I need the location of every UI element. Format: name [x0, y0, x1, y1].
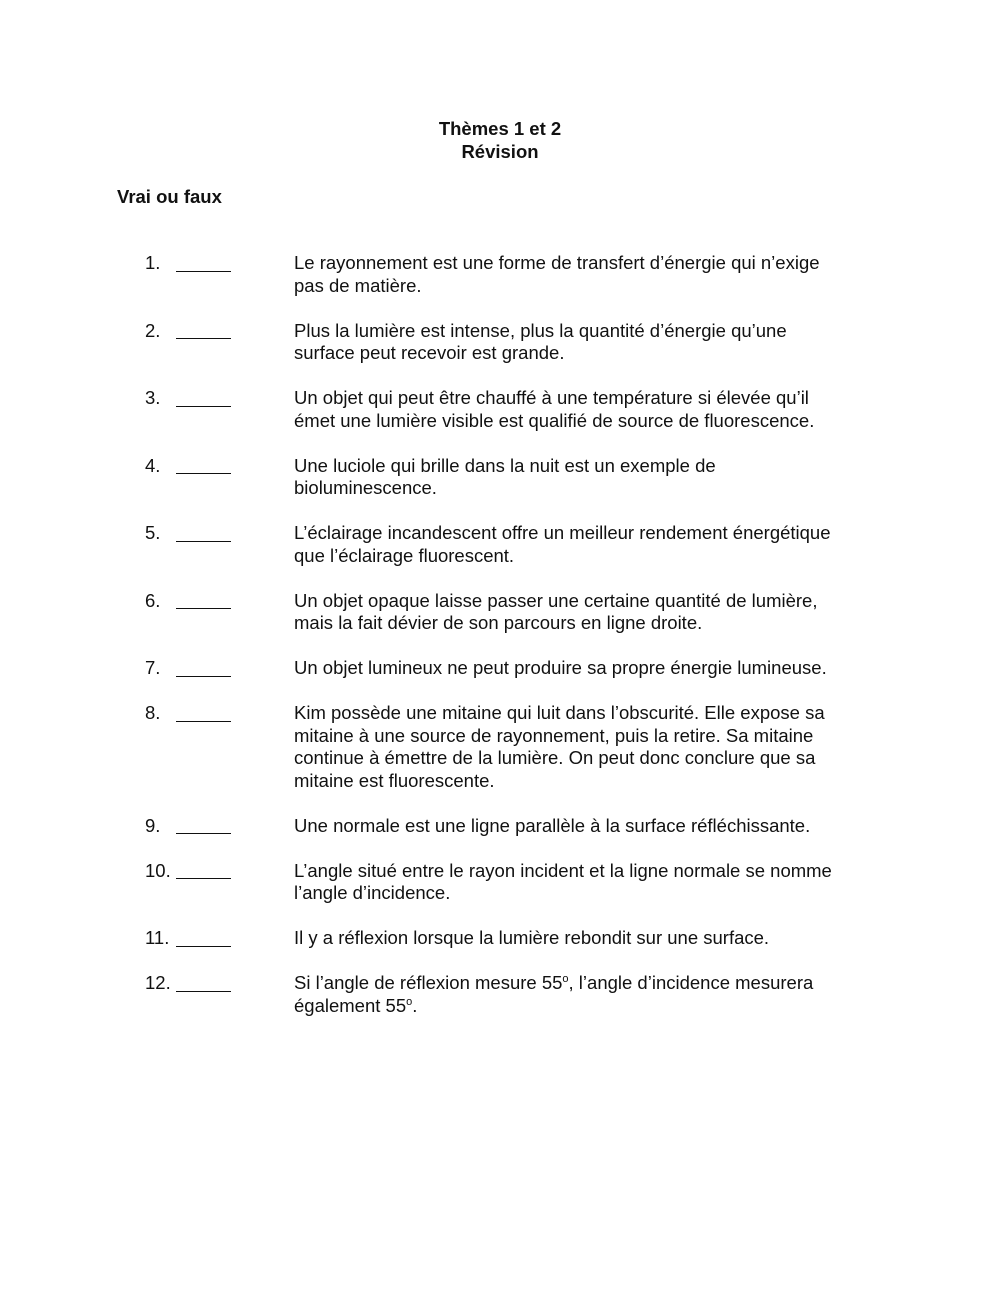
question-number: 5.	[145, 522, 161, 543]
question-number: 1.	[145, 252, 161, 273]
question-number: 2.	[145, 319, 161, 341]
question-text-line: l’angle d’incidence.	[294, 882, 451, 903]
question-text	[294, 320, 874, 365]
question-item	[0, 927, 1000, 972]
question-number: 11.	[145, 927, 170, 948]
question-item	[0, 657, 1000, 702]
question-text-line: continue à émettre de la lumière. On peut donc conclure que sa	[294, 747, 816, 768]
answer-blank[interactable]	[176, 587, 231, 610]
question-number: 10.	[145, 859, 171, 881]
question-text-line: L’éclairage incandescent offre un meilleur rendement énergétique	[294, 522, 831, 543]
question-number: 3.	[145, 387, 161, 408]
text-fragment: .	[412, 994, 418, 1016]
text-fragment: Si l’angle de réflexion mesure 55	[294, 972, 563, 993]
answer-blank[interactable]	[176, 654, 231, 677]
question-text-line	[294, 972, 874, 995]
question-text-line: Une luciole qui brille dans la nuit est un exemple de	[294, 454, 716, 476]
question-number: 9.	[145, 814, 161, 836]
question-text-line: Un objet opaque laisse passer une certaine quantité de lumière,	[294, 589, 818, 611]
question-text	[294, 702, 874, 792]
question-text	[294, 927, 874, 950]
question-text	[294, 455, 874, 500]
question-item	[0, 815, 1000, 860]
question-text	[294, 657, 874, 680]
answer-blank[interactable]	[176, 857, 231, 880]
question-text	[294, 387, 874, 432]
answer-blank[interactable]	[176, 969, 231, 992]
question-item	[0, 455, 1000, 523]
question-text-line	[294, 995, 874, 1018]
question-item	[0, 320, 1000, 388]
question-text-line: Il y a réflexion lorsque la lumière rebondit sur une surface.	[294, 927, 770, 948]
question-text-line: surface peut recevoir est grande.	[294, 342, 565, 363]
question-text-line: mais la fait dévier de son parcours en ligne droite.	[294, 612, 703, 633]
question-text-line: pas de matière.	[294, 274, 422, 296]
question-text-line: émet une lumière visible est qualifié de source de fluorescence.	[294, 409, 815, 431]
answer-blank[interactable]	[176, 924, 231, 947]
question-item	[0, 387, 1000, 455]
answer-blank[interactable]	[176, 384, 231, 407]
text-fragment: , l’angle d’incidence mesurera	[568, 972, 814, 993]
question-number: 4.	[145, 454, 161, 476]
question-text-line: Une normale est une ligne parallèle à la surface réfléchissante.	[294, 814, 811, 836]
section-heading: Vrai ou faux	[117, 186, 222, 207]
question-text	[294, 590, 874, 635]
question-text	[294, 972, 874, 1017]
question-text	[294, 860, 874, 905]
question-number: 8.	[145, 702, 161, 723]
question-text-line: Un objet qui peut être chauffé à une température si élevée qu’il	[294, 387, 809, 408]
question-text-line: Plus la lumière est intense, plus la quantité d’énergie qu’une	[294, 319, 787, 341]
question-item	[0, 702, 1000, 815]
title-line-2: Révision	[461, 141, 539, 162]
question-number: 7.	[145, 657, 161, 678]
answer-blank[interactable]	[176, 249, 231, 272]
question-item	[0, 972, 1000, 1040]
question-text-line: que l’éclairage fluorescent.	[294, 544, 515, 566]
question-item	[0, 522, 1000, 590]
question-text-line: mitaine à une source de rayonnement, puis la retire. Sa mitaine	[294, 724, 814, 746]
question-item	[0, 590, 1000, 658]
answer-blank[interactable]	[176, 812, 231, 835]
question-item	[0, 860, 1000, 928]
question-text	[294, 815, 874, 838]
question-text	[294, 252, 874, 297]
question-item	[0, 252, 1000, 320]
questions-list	[0, 252, 1000, 1040]
text-fragment: également 55	[294, 994, 407, 1016]
degree-superscript: o	[562, 973, 569, 985]
question-number: 12.	[145, 972, 171, 993]
answer-blank[interactable]	[176, 317, 231, 340]
question-number: 6.	[145, 589, 161, 611]
title-line-1: Thèmes 1 et 2	[438, 118, 562, 139]
question-text-line: bioluminescence.	[294, 477, 437, 498]
answer-blank[interactable]	[176, 519, 231, 542]
question-text	[294, 522, 874, 567]
answer-blank[interactable]	[176, 452, 231, 475]
question-text-line: Kim possède une mitaine qui luit dans l’obscurité. Elle expose sa	[294, 702, 825, 723]
question-text-line: L’angle situé entre le rayon incident et la ligne normale se nomme	[294, 859, 832, 881]
worksheet-title	[0, 117, 1000, 163]
degree-superscript: o	[406, 995, 413, 1008]
question-text-line: Un objet lumineux ne peut produire sa propre énergie lumineuse.	[294, 657, 827, 678]
question-text-line: Le rayonnement est une forme de transfert d’énergie qui n’exige	[294, 252, 820, 273]
answer-blank[interactable]	[176, 699, 231, 722]
question-text-line: mitaine est fluorescente.	[294, 769, 495, 791]
